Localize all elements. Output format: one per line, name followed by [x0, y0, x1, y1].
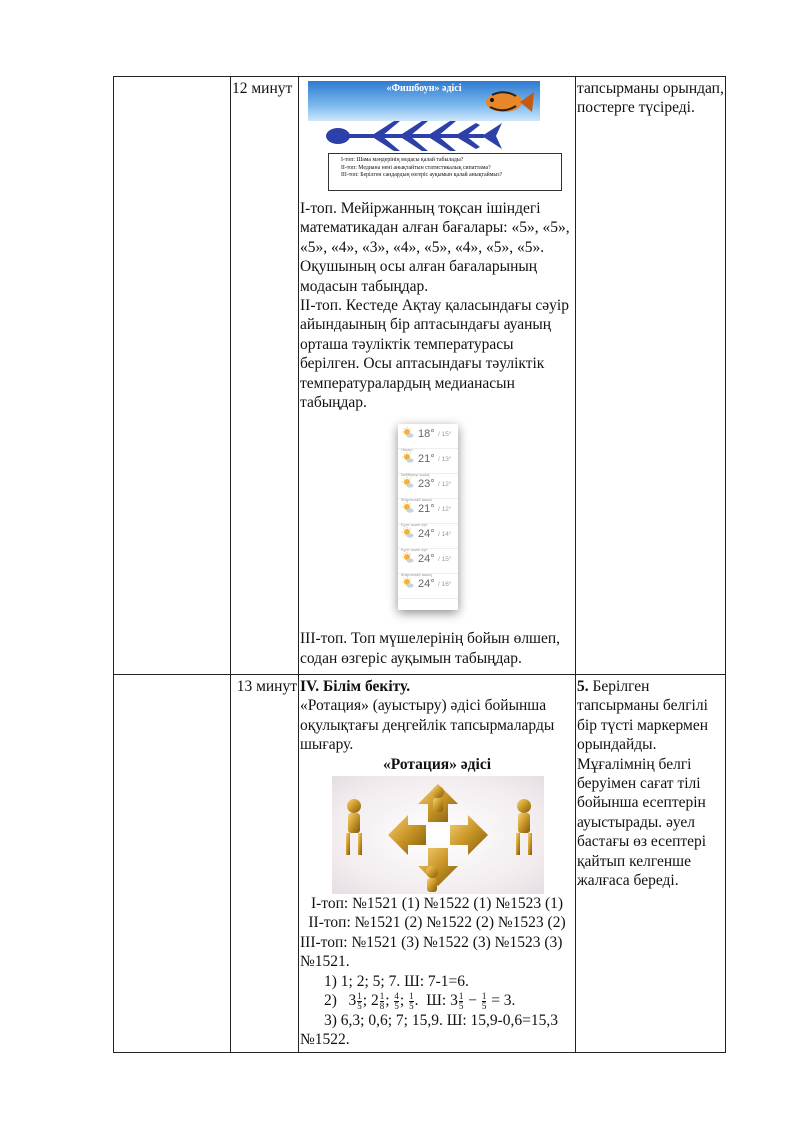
low-temp: / 13° — [438, 456, 452, 464]
table-row — [114, 77, 726, 675]
weather-description: Бұлт және күн — [401, 547, 428, 553]
section-heading: IV. Білім бекіту. — [300, 678, 411, 695]
weather-forecast-list — [398, 424, 458, 610]
low-temp: / 16° — [438, 581, 452, 589]
group1-task: І-топ. Мейіржанның тоқсан ішіндегі математикадан алған бағалары: «5», «5», «5», «4», «3», «4», «5», «4», «5», «5». Оқушының осы алған бағаларының модасын табыңдар. — [300, 200, 570, 295]
weather-day-row — [398, 524, 458, 553]
time-cell: 13 минут — [231, 675, 299, 1053]
sun-cloud-icon — [402, 502, 414, 514]
task-number: №1521. — [300, 953, 350, 971]
weather-description: Нөсер — [401, 447, 413, 453]
high-temp: 21° — [418, 503, 435, 516]
sun-cloud-icon — [402, 477, 414, 489]
fishbone-diagram-icon — [324, 119, 504, 153]
fishbone-image — [300, 79, 574, 199]
high-temp: 24° — [418, 553, 435, 566]
fishbone-question: ІІ-топ: Медиана нені анықтайтын статистикалық сипаттама? — [341, 164, 491, 171]
low-temp: / 12° — [438, 506, 452, 514]
group3-task: ІІІ-топ. Топ мүшелерінің бойын өлшеп, содан өзгеріс ауқымын табыңдар. — [300, 630, 561, 667]
low-temp: / 15° — [438, 431, 452, 439]
group-assignment: ІІІ-топ: №1521 (3) №1522 (3) №1523 (3) — [300, 933, 563, 951]
group2-task: ІІ-топ. Кестеде Ақтау қаласындағы сәуір айындаының бір аптасындағы ауаның орташа тәуліктік температурасы берілген. Осы аптасындағы тәуліктік температуралардың медианасын табыңдар. — [300, 297, 569, 412]
fishbone-questions-box — [328, 153, 562, 191]
rotation-image — [300, 774, 574, 894]
weather-day-row — [398, 424, 458, 453]
goldfish-icon — [476, 87, 536, 117]
fraction: 2 $\frac{1}{8}$ — [370, 991, 385, 1011]
weather-day-row — [398, 474, 458, 503]
fraction: $\frac{4}{5}$ — [394, 991, 399, 1011]
weather-image — [300, 412, 574, 617]
fishbone-title: «Фишбоун» әдісі — [386, 83, 462, 94]
time-cell: 12 минут — [231, 77, 299, 675]
sun-cloud-icon — [402, 427, 414, 439]
fraction: 3 $\frac{1}{5}$ — [348, 991, 362, 1011]
weather-description: Жартылай ашық — [401, 572, 432, 578]
fishbone-question: І-топ: Шама мәндерінің модасы қалай табылады? — [341, 157, 464, 163]
fishbone-banner — [308, 81, 540, 121]
high-temp: 24° — [418, 578, 435, 591]
low-temp: / 15° — [438, 556, 452, 564]
sun-cloud-icon — [402, 552, 414, 564]
fishbone-question: ІІІ-топ: Берілген сандардың өзгеріс ауқымын қалай анықтаймыз? — [341, 172, 503, 178]
stage-cell — [114, 77, 231, 675]
sun-cloud-icon — [402, 577, 414, 589]
high-temp: 18° — [418, 428, 435, 441]
weather-day-row — [398, 574, 458, 599]
solution-item: 1) 1; 2; 5; 7. Ш: 7-1=6. — [324, 972, 469, 990]
table-row — [114, 675, 726, 1053]
group-assignment: І-топ: №1521 (1) №1522 (1) №1523 (1) — [310, 895, 564, 913]
solution-item: 2) 3 $\frac{1}{5}$ ; 2 $\frac{1}{8}$ ; $\frac{4}{5}$ ; $\frac{1}{5}$ . Ш: 3 $\frac{1}{5}$ − $\frac{1}{5}$ = 3. — [324, 991, 516, 1011]
rotation-figures-icon — [332, 776, 544, 894]
weather-day-row — [398, 549, 458, 578]
rotation-intro: «Ротация» (ауыстыру) әдісі бойынша оқулықтағы деңгейлік тапсырмаларды шығару. — [300, 697, 555, 754]
student-activity-cell: 5. Берілген тапсырманы белгілі бір түсті маркермен орындайды. Мұғалімнің белгі беруімен сағат тілі бойынша есептерін ауыстырады. әуел бастағы өз есептері қайтып келгенше жалғаса береді. — [576, 675, 726, 1053]
low-temp: / 12° — [438, 481, 452, 489]
high-temp: 21° — [418, 453, 435, 466]
method-title: «Ротация» әдісі — [382, 755, 491, 773]
task-number: №1522. — [300, 1031, 350, 1049]
weather-description: Кейбіреуі ашық — [401, 472, 430, 478]
group-assignment: ІІ-топ: №1521 (2) №1522 (2) №1523 (2) — [308, 914, 566, 932]
stage-cell — [114, 675, 231, 1053]
weather-description: Бұлт және күн — [401, 522, 428, 528]
fraction: $\frac{1}{5}$ — [409, 991, 414, 1011]
student-activity-cell: тапсырманы орындап, постерге түсіреді. — [576, 77, 726, 675]
weather-description: Жартылай ашық — [401, 497, 432, 503]
high-temp: 23° — [418, 478, 435, 491]
solution-item: 3) 6,3; 0,6; 7; 15,9. Ш: 15,9-0,6=15,3 — [324, 1012, 559, 1029]
low-temp: / 14° — [438, 531, 452, 539]
teacher-activity-cell — [299, 77, 576, 675]
teacher-activity-cell — [299, 675, 576, 1053]
weather-day-row — [398, 449, 458, 478]
sun-cloud-icon — [402, 527, 414, 539]
high-temp: 24° — [418, 528, 435, 541]
weather-day-row — [398, 499, 458, 528]
lesson-plan-table — [113, 76, 726, 1053]
sun-cloud-icon — [402, 452, 414, 464]
